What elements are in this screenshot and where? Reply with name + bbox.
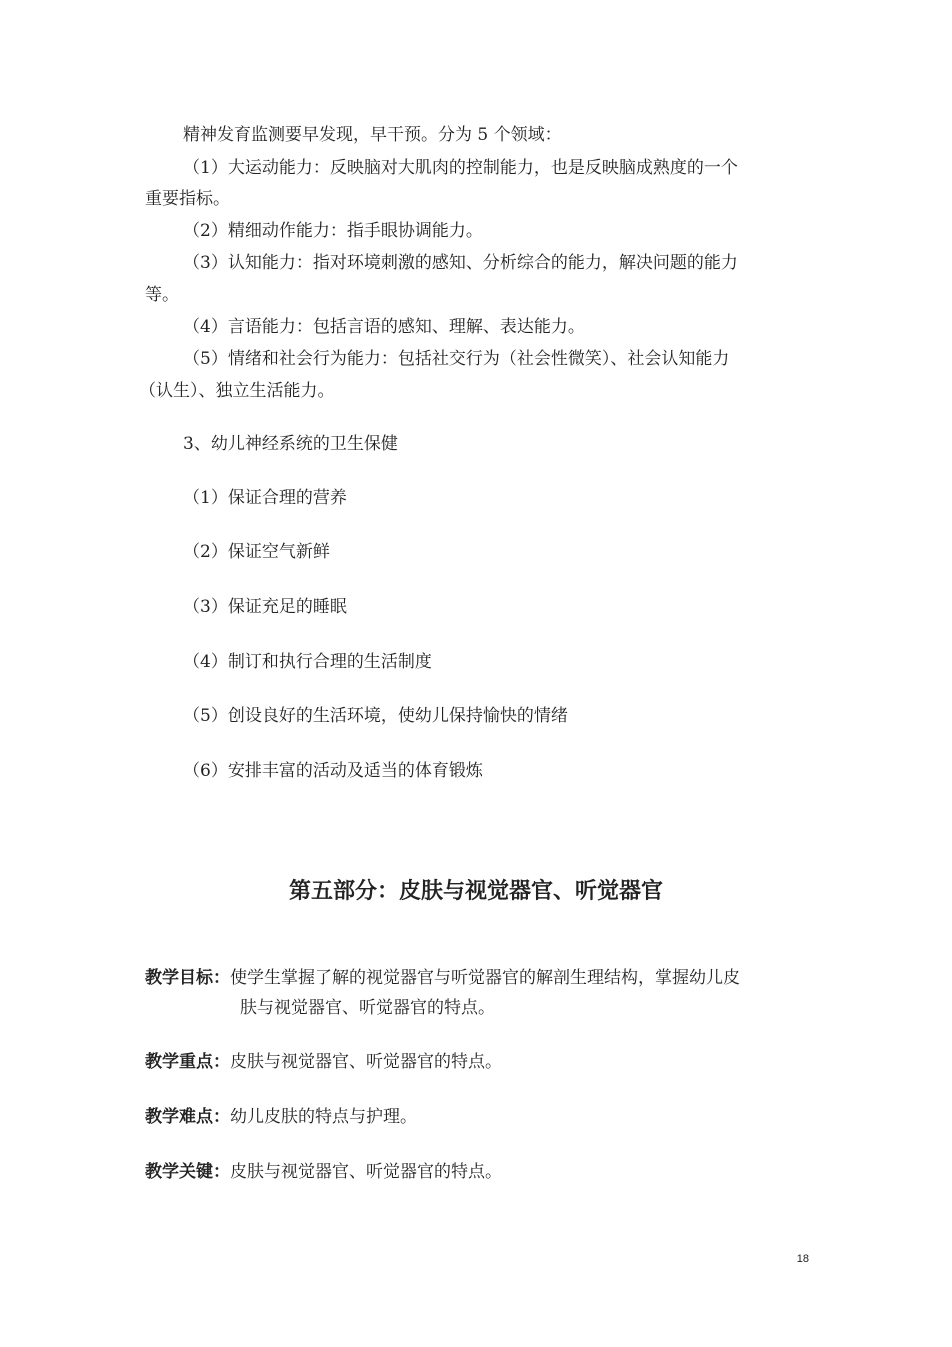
hygiene-item: （6）安排丰富的活动及适当的体育锻炼 bbox=[183, 761, 483, 781]
teaching-focus-text: 皮肤与视觉器官、听觉器官的特点。 bbox=[230, 1052, 502, 1072]
hygiene-item: （2）保证空气新鲜 bbox=[183, 542, 330, 562]
teaching-key-text: 皮肤与视觉器官、听觉器官的特点。 bbox=[230, 1162, 502, 1182]
teaching-key bbox=[145, 1161, 502, 1183]
teaching-difficulty-label: 教学难点： bbox=[145, 1107, 230, 1127]
domain-item-5-cont: （认生）、独立生活能力。 bbox=[139, 381, 335, 401]
domain-item-1-cont: 重要指标。 bbox=[145, 189, 230, 209]
teaching-difficulty-text: 幼儿皮肤的特点与护理。 bbox=[230, 1107, 417, 1127]
teaching-goal bbox=[145, 967, 740, 989]
intro-line: 精神发育监测要早发现，早干预。分为 5 个领域： bbox=[183, 125, 562, 145]
domain-item-1: （1）大运动能力：反映脑对大肌肉的控制能力，也是反映脑成熟度的一个 bbox=[183, 158, 738, 178]
page-number: 18 bbox=[796, 1253, 809, 1265]
hygiene-item: （4）制订和执行合理的生活制度 bbox=[183, 652, 432, 672]
domain-item-4: （4）言语能力：包括言语的感知、理解、表达能力。 bbox=[183, 317, 585, 337]
domain-item-3-cont: 等。 bbox=[145, 285, 179, 305]
section-3-title: 3、幼儿神经系统的卫生保健 bbox=[183, 434, 398, 454]
domain-item-2: （2）精细动作能力：指手眼协调能力。 bbox=[183, 221, 483, 241]
teaching-goal-cont: 肤与视觉器官、听觉器官的特点。 bbox=[240, 998, 495, 1018]
teaching-goal-text: 使学生掌握了解的视觉器官与听觉器官的解剖生理结构，掌握幼儿皮 bbox=[230, 968, 740, 988]
teaching-goal-label: 教学目标： bbox=[145, 968, 230, 988]
teaching-focus bbox=[145, 1051, 502, 1073]
teaching-difficulty bbox=[145, 1106, 417, 1128]
domain-item-5: （5）情绪和社会行为能力：包括社交行为（社会性微笑）、社会认知能力 bbox=[183, 349, 730, 369]
teaching-key-label: 教学关键： bbox=[145, 1162, 230, 1182]
hygiene-item: （3）保证充足的睡眠 bbox=[183, 597, 347, 617]
teaching-focus-label: 教学重点： bbox=[145, 1052, 230, 1072]
part-heading: 第五部分：皮肤与视觉器官、听觉器官 bbox=[288, 879, 663, 904]
hygiene-item: （5）创设良好的生活环境，使幼儿保持愉快的情绪 bbox=[183, 706, 568, 726]
hygiene-item: （1）保证合理的营养 bbox=[183, 488, 347, 508]
domain-item-3: （3）认知能力：指对环境刺激的感知、分析综合的能力，解决问题的能力 bbox=[183, 253, 738, 273]
